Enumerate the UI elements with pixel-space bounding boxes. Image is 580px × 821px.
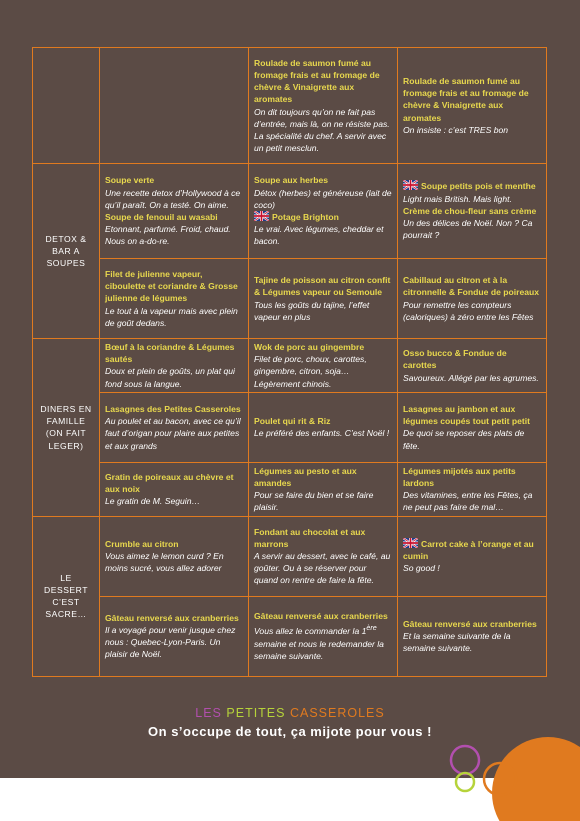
- dish-title: [403, 538, 541, 562]
- menu-cell: [249, 48, 398, 164]
- dish-description: On insiste : c’est TRES bon: [403, 124, 509, 135]
- menu-table: [32, 47, 547, 677]
- menu-cell: [398, 516, 547, 596]
- dish-title: [403, 274, 541, 298]
- dish-title: [403, 403, 541, 427]
- dish-title: [105, 174, 243, 186]
- menu-cell: [398, 164, 547, 259]
- dish-description: So good !: [403, 563, 440, 574]
- dish-title-text: Soupe aux herbes: [254, 175, 329, 186]
- dish-description: Vous aimez le lemon curd ? En moins sucré, vous allez adorer: [105, 551, 224, 574]
- dish-description: Light mais British. Mais light.: [403, 193, 512, 204]
- dish-title: [254, 465, 392, 489]
- dish-title: [254, 274, 392, 298]
- dish-description: A servir au dessert, avec le café, au goûter. Ou à se réserver pour quand on rentre de faire la fête.: [254, 551, 391, 586]
- menu-cell: [398, 259, 547, 339]
- dish-description: Une recette detox d’Hollywood à ce qu’il paraît. On a testé. On aime.: [105, 187, 241, 210]
- dish-title: [254, 211, 392, 223]
- dish-title-text: Bœuf à la coriandre & Légumes sautés: [105, 342, 235, 365]
- dish-title-text: Soupe petits pois et menthe: [421, 181, 536, 192]
- menu-cell: [249, 259, 398, 339]
- dish-title-text: Fondant au chocolat et aux marrons: [254, 526, 366, 549]
- dish-title: [254, 174, 392, 186]
- dish-title-text: Potage Brighton: [272, 212, 339, 222]
- uk-flag-icon: [254, 211, 269, 221]
- dish-title-text: Roulade de saumon fumé au fromage frais et au fromage de chèvre & Vinaigrette aux aromates: [254, 57, 380, 105]
- dish-description: Il a voyagé pour venir jusque chez nous : Quebec-Lyon-Paris. Un plaisir de Noël.: [105, 624, 236, 660]
- dish-description: [254, 622, 392, 661]
- dish-title-text: Cabillaud au citron et à la citronnelle & Fondue de poireaux: [403, 275, 540, 298]
- dish-title: [254, 610, 392, 622]
- dish-title-text: Gâteau renversé aux cranberries: [254, 611, 388, 622]
- dish-title-text: Crème de chou-fleur sans crème: [403, 205, 537, 216]
- footer-tagline: On s’occupe de tout, ça mijote pour vous !: [148, 724, 432, 739]
- section-label-detox: DETOX & BAR A SOUPES: [33, 164, 100, 339]
- menu-cell: [249, 164, 398, 259]
- dish-title-text: Osso bucco & Fondue de carottes: [403, 348, 507, 371]
- dish-description: Pour se faire du bien et se faire plaisir.: [254, 490, 374, 513]
- dish-title: [105, 538, 243, 550]
- dish-title: [254, 341, 392, 353]
- uk-flag-icon: [403, 180, 418, 190]
- dish-title: [254, 57, 392, 106]
- brand-petites: PETITES: [226, 706, 286, 720]
- dish-title-text: Filet de julienne vapeur, ciboulette et coriandre & Grosse julienne de légumes: [105, 268, 238, 304]
- menu-cell: [100, 392, 249, 462]
- dish-title-text: Tajine de poisson au citron confit & Légumes vapeur ou Semoule: [254, 275, 391, 298]
- dish-description-part: semaine et nous le redemander la semaine suivante.: [254, 638, 384, 661]
- dish-title-text: Crumble au citron: [105, 538, 179, 549]
- brand-les: LES: [195, 706, 222, 720]
- dish-description-sup: ère: [366, 624, 377, 633]
- dish-description: Détox (herbes) et généreuse (lait de coco): [254, 187, 392, 210]
- menu-cell: [249, 462, 398, 516]
- dish-title-text: Gratin de poireaux au chèvre et aux noix: [105, 471, 234, 495]
- green-ring: [456, 773, 474, 791]
- menu-cell: [249, 392, 398, 462]
- dish-title-text: Soupe de fenouil au wasabi: [105, 212, 218, 222]
- dish-title: [254, 415, 392, 427]
- dish-description: Au poulet et au bacon, avec ce qu’il faut d’origan pour plaire aux petites et aux grands: [105, 416, 241, 451]
- dish-title-text: Soupe verte: [105, 175, 155, 186]
- menu-cell: [100, 164, 249, 259]
- menu-cell: [100, 259, 249, 339]
- menu-cell: [249, 339, 398, 393]
- dish-title-text: Lasagnes des Petites Casseroles: [105, 403, 241, 414]
- dish-title-text: Légumes au pesto et aux amandes: [254, 465, 357, 489]
- dish-title: [105, 471, 243, 495]
- menu-cell: [100, 339, 249, 393]
- dish-title-text: Gâteau renversé aux cranberries: [403, 618, 537, 629]
- dish-description: Pour remettre les compteurs (caloriques) à zéro entre les Fêtes: [403, 299, 534, 322]
- dish-title: [105, 211, 243, 223]
- dish-description: Savoureux. Allégé par les agrumes.: [403, 372, 539, 383]
- menu-cell: [100, 516, 249, 596]
- dish-title: [403, 205, 541, 217]
- dish-description: Le tout à la vapeur mais avec plein de goût dedans.: [105, 305, 238, 328]
- brand-casseroles: CASSEROLES: [289, 706, 385, 720]
- dish-title-text: Roulade de saumon fumé au fromage frais et au fromage de chèvre & Vinaigrette aux aromates: [403, 75, 529, 123]
- dish-description: Le gratin de M. Seguin…: [105, 496, 201, 507]
- menu-cell: [100, 596, 249, 676]
- menu-cell: [398, 392, 547, 462]
- purple-ring: [451, 746, 479, 774]
- dish-title: [403, 465, 541, 489]
- menu-cell: [398, 339, 547, 393]
- footer-brand: [0, 706, 580, 720]
- dish-title-text: Lasagnes au jambon et aux légumes coupés tout petit petit: [403, 403, 531, 427]
- dish-description: Un des délices de Noël. Non ? Ca pourrait ?: [403, 218, 533, 241]
- dish-description: Tous les goûts du tajine, l’effet vapeur en plus: [254, 299, 370, 322]
- dish-description: Des vitamines, entre les Fêtes, ça ne peut pas faire de mal…: [403, 490, 533, 513]
- dish-title: [403, 618, 541, 630]
- dish-title: [105, 403, 243, 415]
- dish-description: Le vrai. Avec légumes, cheddar et bacon.: [254, 224, 384, 247]
- section-label-diners: DINERS EN FAMILLE (ON FAIT LEGER): [33, 339, 100, 517]
- menu-cell: [398, 462, 547, 516]
- dish-description-part: Vous allez le commander la 1: [254, 626, 367, 637]
- dish-title-text: Carrot cake à l’orange et au cumin: [403, 538, 534, 562]
- dish-description: Filet de porc, choux, carottes, gingembre, citron, soja… Légèrement chinois.: [254, 354, 367, 389]
- uk-flag-icon: [403, 538, 418, 548]
- dish-title: [254, 526, 392, 550]
- dish-title: [403, 180, 541, 192]
- dish-title-text: Légumes mijotés aux petits lardons: [403, 465, 516, 489]
- dish-title-text: Poulet qui rit & Riz: [254, 416, 331, 427]
- dish-title: [105, 341, 243, 365]
- dish-title-text: Gâteau renversé aux cranberries: [105, 612, 239, 623]
- dish-description: Doux et plein de goûts, un plat qui fond sous la langue.: [105, 366, 235, 389]
- dish-description: On dit toujours qu’on ne fait pas d’entrée, mais là, on ne résiste pas. La spécialité du chef. A servir avec un petit mesclun.: [254, 106, 390, 154]
- dish-description: De quoi se reposer des plats de fête.: [403, 428, 525, 451]
- dish-description: Le préféré des enfants. C’est Noël !: [254, 428, 390, 439]
- menu-cell: [100, 48, 249, 164]
- menu-cell: [100, 462, 249, 516]
- menu-cell: [398, 596, 547, 676]
- decorative-circles: [440, 735, 580, 821]
- menu-cell: [249, 596, 398, 676]
- menu-cell: [249, 516, 398, 596]
- dish-title: [105, 268, 243, 305]
- dish-title: [105, 612, 243, 624]
- dish-title: [403, 75, 541, 124]
- section-empty: [33, 48, 100, 164]
- orange-disc: [492, 737, 580, 821]
- dish-description: Etonnant, parfumé. Froid, chaud. Nous on a-do-re.: [105, 224, 231, 247]
- section-label-dessert: LE DESSERT C’EST SACRE…: [33, 516, 100, 676]
- menu-cell: [398, 48, 547, 164]
- dish-description: Et la semaine suivante de la semaine suivante.: [403, 631, 511, 654]
- dish-title: [403, 347, 541, 371]
- dish-title-text: Wok de porc au gingembre: [254, 342, 365, 352]
